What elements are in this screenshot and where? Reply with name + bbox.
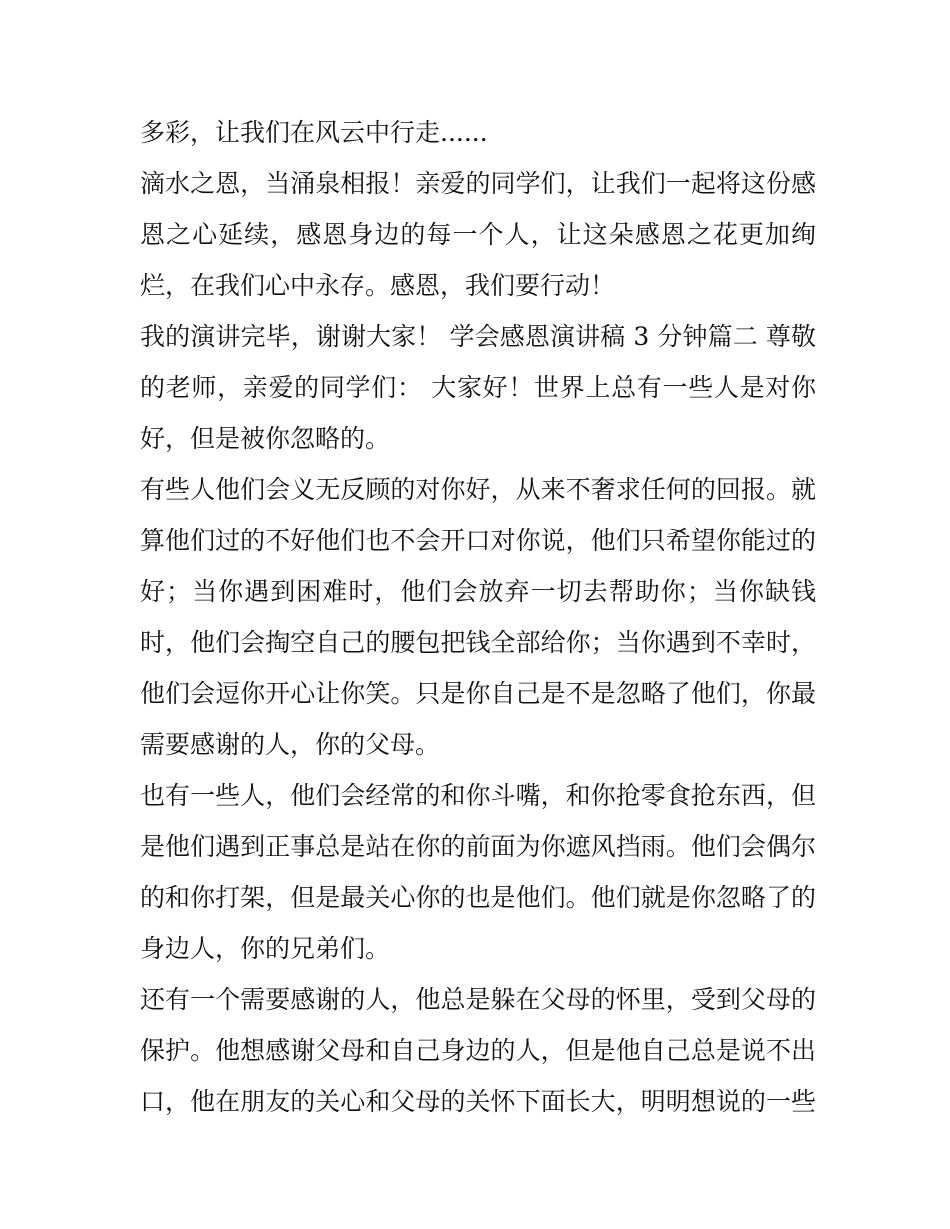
paragraph-6 [140, 974, 816, 1127]
text-line: 好；当你遇到困难时，他们会放弃一切去帮助你；当你缺钱 [140, 577, 816, 606]
text-line: 是他们遇到正事总是站在你的前面为你遮风挡雨。他们会偶尔 [140, 832, 816, 861]
text-line: 他们会逗你开心让你笑。只是你自己是不是忽略了他们，你最 [140, 679, 816, 708]
text-line: 需要感谢的人，你的父母。 [140, 730, 441, 759]
text-line: 也有一些人，他们会经常的和你斗嘴，和你抢零食抢东西，但 [140, 781, 816, 810]
text-line: 算他们过的不好他们也不会开口对你说，他们只希望你能过的 [140, 526, 816, 555]
paragraph-1 [140, 107, 816, 158]
text-line: 烂，在我们心中永存。感恩，我们要行动！ [140, 271, 616, 300]
text-line: 时，他们会掏空自己的腰包把钱全部给你；当你遇到不幸时， [140, 628, 816, 657]
text-line: 还有一个需要感谢的人，他总是躲在父母的怀里，受到父母的 [140, 985, 816, 1014]
text-line: 的和你打架，但是最关心你的也是他们。他们就是你忽略了的 [140, 883, 816, 912]
text-line: 口，他在朋友的关心和父母的关怀下面长大，明明想说的一些 [140, 1087, 816, 1116]
text-line: 多彩，让我们在风云中行走...... [140, 118, 488, 147]
text-line: 恩之心延续，感恩身边的每一个人，让这朵感恩之花更加绚 [140, 220, 816, 249]
paragraph-3 [140, 311, 816, 464]
text-line: 我的演讲完毕，谢谢大家！ 学会感恩演讲稿 3 分钟篇二 尊敬 [140, 322, 816, 351]
paragraph-2 [140, 158, 816, 311]
text-line: 滴水之恩，当涌泉相报！亲爱的同学们，让我们一起将这份感 [140, 169, 816, 198]
text-line: 身边人，你的兄弟们。 [140, 934, 391, 963]
text-line: 的老师，亲爱的同学们： 大家好！世界上总有一些人是对你 [140, 373, 816, 402]
paragraph-5 [140, 770, 816, 974]
text-line: 有些人他们会义无反顾的对你好，从来不奢求任何的回报。就 [140, 475, 816, 504]
document-body [140, 107, 816, 1127]
text-line: 保护。他想感谢父母和自己身边的人，但是他自己总是说不出 [140, 1036, 816, 1065]
paragraph-4 [140, 464, 816, 770]
text-line: 好，但是被你忽略的。 [140, 424, 391, 453]
